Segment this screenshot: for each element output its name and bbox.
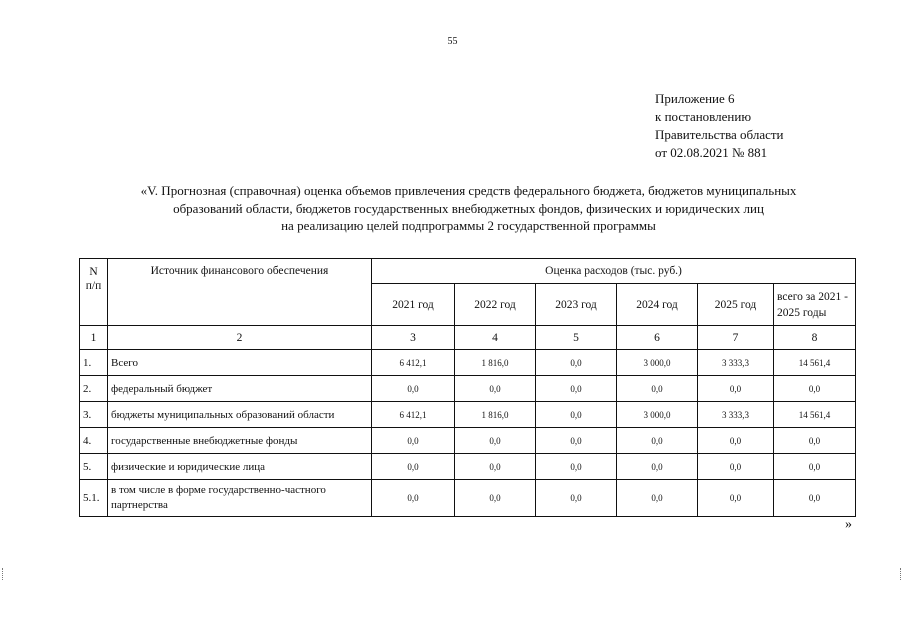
column-number: 7	[698, 326, 774, 350]
value-total: 0,0	[774, 428, 856, 454]
row-number: 4.	[80, 428, 108, 454]
table-row	[80, 428, 856, 454]
financing-table	[79, 258, 856, 517]
right-margin-mark	[900, 568, 903, 580]
table-row	[80, 454, 856, 480]
value-2022: 0,0	[455, 428, 536, 454]
value-total: 0,0	[774, 454, 856, 480]
column-number: 8	[774, 326, 856, 350]
title-line-1: «V. Прогнозная (справочная) оценка объемов привлечения средств федерального бюджета, бюджетов муниципальных	[140, 183, 797, 198]
value-2024: 0,0	[617, 428, 698, 454]
row-number: 5.	[80, 454, 108, 480]
column-number: 3	[372, 326, 455, 350]
left-margin-mark	[2, 568, 5, 580]
row-source: федеральный бюджет	[108, 376, 372, 402]
header-num: N п/п	[80, 259, 108, 326]
value-2025: 0,0	[698, 428, 774, 454]
value-total: 0,0	[774, 480, 856, 517]
value-2023: 0,0	[536, 428, 617, 454]
value-2021: 0,0	[372, 480, 455, 517]
value-2023: 0,0	[536, 454, 617, 480]
header-source: Источник финансового обеспечения	[108, 259, 372, 326]
page-number: 55	[447, 36, 458, 47]
value-total: 0,0	[774, 376, 856, 402]
value-2023: 0,0	[536, 402, 617, 428]
header-year-2023: 2023 год	[536, 284, 617, 326]
value-total: 14 561,4	[774, 350, 856, 376]
row-number: 1.	[80, 350, 108, 376]
column-number-row	[80, 326, 856, 350]
value-2024: 3 000,0	[617, 402, 698, 428]
row-number: 3.	[80, 402, 108, 428]
value-2023: 0,0	[536, 350, 617, 376]
value-2023: 0,0	[536, 376, 617, 402]
value-2025: 3 333,3	[698, 350, 774, 376]
value-2025: 0,0	[698, 376, 774, 402]
value-2024: 0,0	[617, 376, 698, 402]
column-number: 6	[617, 326, 698, 350]
value-2024: 0,0	[617, 480, 698, 517]
value-2022: 0,0	[455, 480, 536, 517]
appendix-line-4: от 02.08.2021 № 881	[655, 145, 768, 160]
table-row	[80, 376, 856, 402]
column-number: 5	[536, 326, 617, 350]
value-2022: 1 816,0	[455, 350, 536, 376]
appendix-note	[655, 90, 784, 162]
appendix-line-3: Правительства области	[655, 127, 784, 142]
value-2024: 3 000,0	[617, 350, 698, 376]
row-source: физические и юридические лица	[108, 454, 372, 480]
value-2025: 3 333,3	[698, 402, 774, 428]
closing-quote: »	[845, 517, 852, 532]
header-estimate: Оценка расходов (тыс. руб.)	[372, 259, 856, 284]
value-2022: 0,0	[455, 376, 536, 402]
appendix-line-2: к постановлению	[655, 109, 752, 124]
header-year-2024: 2024 год	[617, 284, 698, 326]
table-row	[80, 480, 856, 517]
column-number: 4	[455, 326, 536, 350]
row-source: Всего	[108, 350, 372, 376]
value-total: 14 561,4	[774, 402, 856, 428]
value-2022: 1 816,0	[455, 402, 536, 428]
row-number: 2.	[80, 376, 108, 402]
value-2023: 0,0	[536, 480, 617, 517]
value-2021: 0,0	[372, 454, 455, 480]
section-title	[80, 182, 857, 235]
row-number: 5.1.	[80, 480, 108, 517]
table-row	[80, 350, 856, 376]
row-source: государственные внебюджетные фонды	[108, 428, 372, 454]
header-total: всего за 2021 - 2025 годы	[774, 284, 856, 326]
title-line-3: на реализацию целей подпрограммы 2 государственной программы	[281, 218, 656, 233]
header-year-2025: 2025 год	[698, 284, 774, 326]
header-row-1	[80, 259, 856, 284]
value-2021: 6 412,1	[372, 350, 455, 376]
value-2025: 0,0	[698, 480, 774, 517]
value-2021: 6 412,1	[372, 402, 455, 428]
value-2021: 0,0	[372, 376, 455, 402]
title-line-2: образований области, бюджетов государственных внебюджетных фондов, физических и юридических лиц	[173, 200, 764, 216]
header-year-2021: 2021 год	[372, 284, 455, 326]
header-year-2022: 2022 год	[455, 284, 536, 326]
row-source: в том числе в форме государственно-частного партнерства	[108, 480, 372, 517]
column-number: 1	[80, 326, 108, 350]
row-source: бюджеты муниципальных образований области	[108, 402, 372, 428]
value-2024: 0,0	[617, 454, 698, 480]
value-2021: 0,0	[372, 428, 455, 454]
value-2022: 0,0	[455, 454, 536, 480]
table-row	[80, 402, 856, 428]
value-2025: 0,0	[698, 454, 774, 480]
appendix-line-1: Приложение 6	[655, 91, 735, 106]
column-number: 2	[108, 326, 372, 350]
